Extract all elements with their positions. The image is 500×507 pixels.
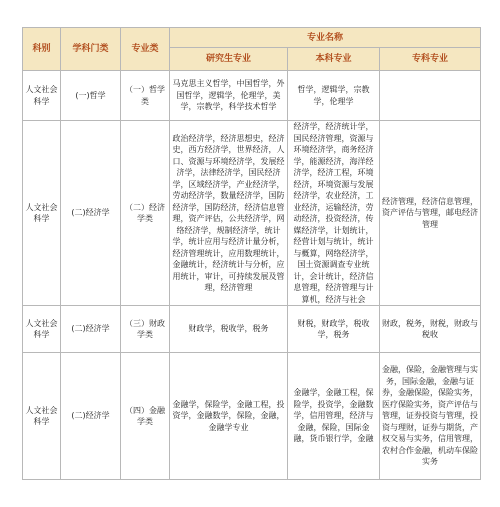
category-cell: (二)经济学 — [61, 121, 121, 306]
table-row — [23, 353, 481, 480]
category-cell: (一)哲学 — [61, 71, 121, 121]
major-type-cell: （四）金融学类 — [121, 353, 170, 480]
discipline-cell: 人文社会科学 — [23, 71, 61, 121]
major-type-cell: （二）经济学类 — [121, 121, 170, 306]
undergraduate-cell: 哲学，逻辑学，宗教学，伦理学 — [288, 71, 380, 121]
vocational-cell: 财政，税务，财税，财政与税收 — [380, 306, 481, 353]
undergraduate-cell: 财税，财政学，税收学，税务 — [288, 306, 380, 353]
undergraduate-cell: 金融学，金融工程，保险学，投资学，金融数学，信用管理，经济与金融，保险，国际金融，货币银行学，金融 — [288, 353, 380, 480]
graduate-cell: 金融学，保险学，金融工程，投资学，金融数学，保险，金融，金融学专业 — [170, 353, 288, 480]
header-discipline: 科别 — [23, 28, 61, 71]
header-row-1 — [23, 28, 481, 48]
category-cell: (二)经济学 — [61, 306, 121, 353]
header-undergraduate: 本科专业 — [288, 48, 380, 71]
table-row — [23, 71, 481, 121]
undergraduate-cell: 经济学，经济统计学，国民经济管理，资源与环境经济学，商务经济学，能源经济，海洋经济学，经济工程，环境经济，环境资源与发展经济学，农业经济，工业经济，运输经济，劳动经济，投资经济，传媒经济学，计划统计，经营计划与统计，统计与概算，网络经济学，国土资源调查专业统计，会计统计，经济信息管理，经济管理与计算机，经济与社会 — [288, 121, 380, 306]
major-catalog-table — [22, 27, 481, 480]
header-major-type: 专业类 — [121, 28, 170, 71]
graduate-cell: 政治经济学，经济思想史，经济史，西方经济学，世界经济，人口、资源与环境经济学，发展经济学，法律经济学，国民经济学，区域经济学，产业经济学，劳动经济学，数量经济学，国防经济学，国防经济，经济信息管理，资产评估，公共经济学，网络经济学，规制经济学，统计学，统计应用与经济计量分析，经济管理统计，应用数理统计，金融统计，经济统计与分析，应用统计，审计，可持续发展及管理，经济管理 — [170, 121, 288, 306]
vocational-cell: 金融，保险，金融管理与实务，国际金融，金融与证券，金融保险，保险实务，医疗保险实务，资产评估与管理，证券投资与管理，投资与理财，证券与期货，产权交易与实务，信用管理，农村合作金融，机动车保险实务 — [380, 353, 481, 480]
header-category: 学科门类 — [61, 28, 121, 71]
major-type-cell: （三）财政学类 — [121, 306, 170, 353]
graduate-cell: 财政学，税收学，税务 — [170, 306, 288, 353]
table-row — [23, 306, 481, 353]
discipline-cell: 人文社会科学 — [23, 306, 61, 353]
major-type-cell: （一）哲学类 — [121, 71, 170, 121]
header-major-name: 专业名称 — [170, 28, 481, 48]
vocational-cell: 经济管理，经济信息管理，资产评估与管理，邮电经济管理 — [380, 121, 481, 306]
graduate-cell: 马克思主义哲学，中国哲学，外国哲学，逻辑学，伦理学，美学，宗教学，科学技术哲学 — [170, 71, 288, 121]
discipline-cell: 人文社会科学 — [23, 353, 61, 480]
header-vocational: 专科专业 — [380, 48, 481, 71]
table-row — [23, 121, 481, 306]
header-graduate: 研究生专业 — [170, 48, 288, 71]
discipline-cell: 人文社会科学 — [23, 121, 61, 306]
category-cell: (二)经济学 — [61, 353, 121, 480]
vocational-cell — [380, 71, 481, 121]
